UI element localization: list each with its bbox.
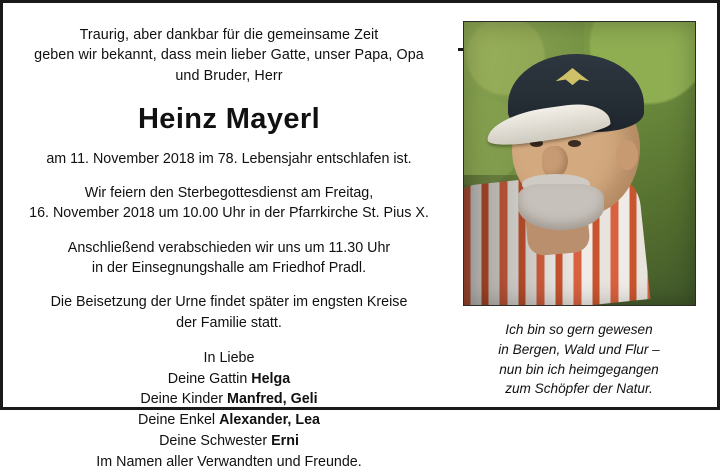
- mourner-line-sister: [96, 431, 361, 452]
- service-line-2: 16. November 2018 um 10.00 Uhr in der Pfarrkirche St. Pius X.: [29, 205, 429, 222]
- intro-line-2: geben wir bekannt, dass mein lieber Gatte, unser Papa, Opa: [34, 47, 424, 64]
- intro-line-3: und Bruder, Herr: [175, 67, 283, 84]
- mourner-line-grandchildren: [96, 410, 361, 431]
- farewell-details: [68, 238, 390, 279]
- service-details: [29, 183, 429, 224]
- service-line-1: Wir feiern den Sterbegottesdienst am Freitag,: [84, 185, 374, 202]
- mourner-names-sister: Erni: [271, 432, 299, 449]
- photo-column: [455, 3, 717, 407]
- verse-line-1: Ich bin so gern gewesen: [505, 322, 653, 338]
- mourner-names-wife: Helga: [251, 370, 291, 387]
- intro-line-1: Traurig, aber dankbar für die gemeinsame Zeit: [79, 27, 379, 43]
- urn-details: [51, 292, 408, 333]
- mourner-prefix-grandchildren: Deine Enkel: [138, 412, 220, 429]
- farewell-line-2: in der Einsegnungshalle am Friedhof Pradl.: [91, 260, 367, 277]
- mourner-line-wife: [96, 369, 361, 390]
- mourner-prefix-sister: Deine Schwester: [159, 432, 272, 449]
- verse-line-3: nun bin ich heimgegangen: [499, 361, 659, 377]
- notice-text-column: [3, 3, 455, 470]
- urn-line-2: der Familie statt.: [176, 314, 282, 331]
- urn-line-1: Die Beisetzung der Urne findet später im engsten Kreise: [50, 294, 408, 311]
- death-statement: am 11. November 2018 im 78. Lebensjahr entschlafen ist.: [46, 150, 412, 167]
- deceased-name: Heinz Mayerl: [137, 102, 321, 135]
- photo-vignette: [464, 22, 695, 305]
- relatives-friends-line: Im Namen aller Verwandten und Freunde.: [96, 453, 362, 470]
- mourner-names-children: Manfred, Geli: [227, 391, 318, 408]
- mourner-names-grandchildren: Alexander, Lea: [219, 412, 320, 429]
- mourner-prefix-wife: Deine Gattin: [167, 370, 252, 387]
- portrait-photo: [463, 21, 696, 306]
- farewell-line-1: Anschließend verabschieden wir uns um 11.30 Uhr: [67, 239, 391, 256]
- memorial-verse: [498, 320, 659, 399]
- in-love-label: In Liebe: [203, 349, 255, 366]
- verse-line-4: zum Schöpfer der Natur.: [505, 381, 653, 397]
- mourner-line-children: [96, 389, 361, 410]
- intro-paragraph: [34, 25, 424, 86]
- verse-line-2: in Bergen, Wald und Flur –: [498, 341, 660, 357]
- mourner-prefix-children: Deine Kinder: [140, 391, 228, 408]
